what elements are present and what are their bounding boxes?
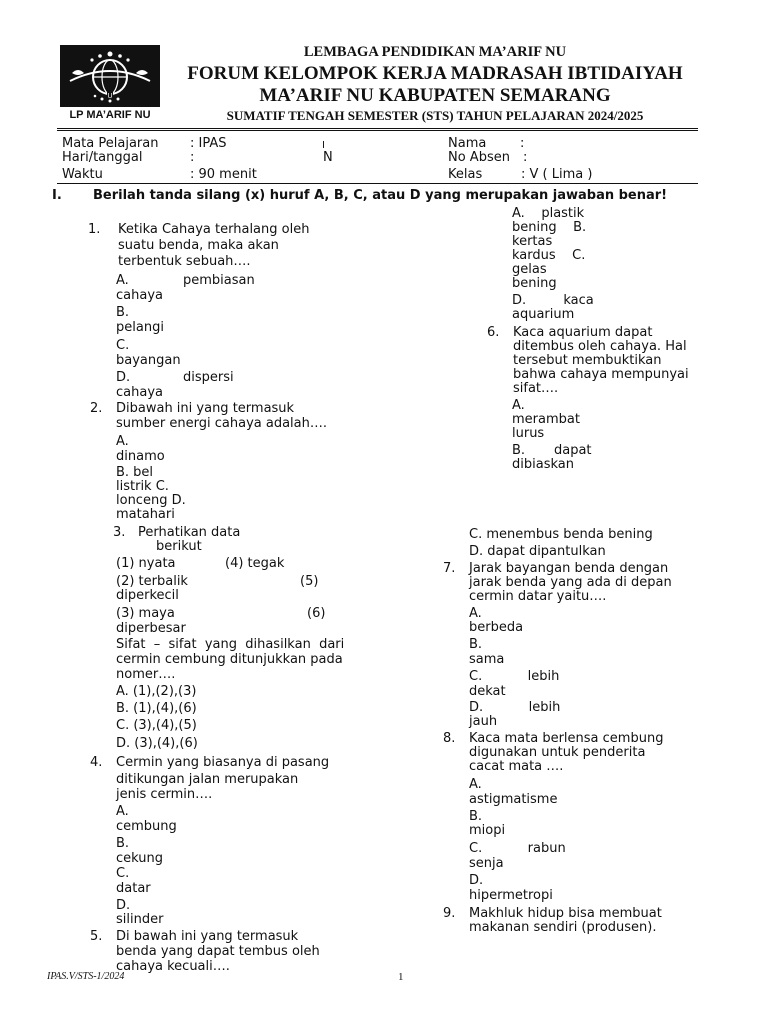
q7-option-c-text: dekat <box>469 684 506 699</box>
section-instruction: Berilah tanda silang (x) huruf A, B, C, atau D yang merupakan jawaban benar! <box>93 188 668 203</box>
q1-option-d-text: cahaya <box>116 385 163 400</box>
q5-text-line: benda yang dapat tembus oleh <box>116 944 320 959</box>
q8-option-d-letter[interactable]: D. <box>469 873 484 888</box>
info-divider <box>57 183 698 184</box>
q5-option-c-text: bening <box>512 276 557 291</box>
q8-option-b-text: miopi <box>469 823 506 838</box>
class-value: : V ( Lima ) <box>521 167 593 182</box>
institution-line: LEMBAGA PENDIDIKAN MA’ARIF NU <box>303 44 567 60</box>
q6-option-c[interactable]: C. menembus benda bening <box>469 527 653 542</box>
q9-text-line: makanan sendiri (produsen). <box>469 920 657 935</box>
q1-option-c-letter[interactable]: C. <box>116 338 130 353</box>
q4-number: 4. <box>90 755 103 770</box>
q9-number: 9. <box>443 906 456 921</box>
q1-text-line: terbentuk sebuah…. <box>118 254 251 269</box>
class-label: Kelas <box>448 167 483 182</box>
q3-text-line: Sifat – sifat yang dihasilkan dari <box>116 637 345 652</box>
q6-text-line: sifat…. <box>513 381 559 396</box>
time-value: : 90 menit <box>190 167 257 182</box>
q1-option-c-text: bayangan <box>116 353 181 368</box>
time-label: Waktu <box>62 167 103 182</box>
q4-option-b-letter[interactable]: B. <box>116 836 130 851</box>
q6-option-a-text: merambat <box>512 412 580 427</box>
q3-item-5: (5) <box>300 574 319 589</box>
name-label: Nama <box>448 136 487 151</box>
q2-number: 2. <box>90 401 103 416</box>
q2-option-c-text[interactable]: listrik C. <box>116 479 169 494</box>
q2-option-a-text: dinamo <box>116 449 165 464</box>
q5-option-b-text[interactable]: kardus C. <box>512 248 586 263</box>
q3-item-3: (3) maya <box>116 606 175 621</box>
q4-option-d-text: silinder <box>116 912 164 927</box>
q7-text-line: Jarak bayangan benda dengan <box>469 561 669 576</box>
q5-option-d-text: aquarium <box>512 307 575 322</box>
page-number: 1 <box>398 971 404 983</box>
q1-option-b-text: pelangi <box>116 320 164 335</box>
q3-item-4: (4) tegak <box>225 556 285 571</box>
q1-option-a-text: pembiasan <box>183 273 255 288</box>
q4-option-a-letter[interactable]: A. <box>116 804 129 819</box>
q7-option-c[interactable]: C. lebih <box>469 669 560 684</box>
q3-text-line: Perhatikan data <box>138 525 241 540</box>
name-value: : <box>520 136 525 151</box>
q3-item-6: (6) <box>307 606 326 621</box>
region-title: MA’ARIF NU KABUPATEN SEMARANG <box>259 85 611 106</box>
q5-number: 5. <box>90 929 103 944</box>
q7-option-b-text: sama <box>469 652 505 667</box>
info-mark-2: N <box>323 150 333 165</box>
absence-no-value: : <box>523 150 528 165</box>
q7-option-b-letter[interactable]: B. <box>469 637 483 652</box>
q2-option-a-letter[interactable]: A. <box>116 434 129 449</box>
q2-text-line: sumber energi cahaya adalah…. <box>116 416 327 431</box>
q1-option-a-letter[interactable]: A. <box>116 273 129 288</box>
subject-label: Mata Pelajaran <box>62 136 159 151</box>
absence-no-label: No Absen <box>448 150 510 165</box>
q3-item-6-text: diperbesar <box>116 621 186 636</box>
q4-option-b-text: cekung <box>116 851 164 866</box>
q3-item-1: (1) nyata <box>116 556 176 571</box>
header-divider <box>57 128 698 129</box>
q6-option-b-text: dibiaskan <box>512 457 574 472</box>
q1-option-d-letter[interactable]: D. <box>116 370 131 385</box>
q3-number: 3. <box>113 525 126 540</box>
q3-text-line: nomer…. <box>116 667 176 682</box>
q8-option-a-letter[interactable]: A. <box>469 777 482 792</box>
q8-option-d-text: hipermetropi <box>469 888 553 903</box>
q4-option-c-letter[interactable]: C. <box>116 866 130 881</box>
q8-option-c-text: senja <box>469 856 504 871</box>
q1-option-a-text: cahaya <box>116 288 163 303</box>
q6-text-line: Kaca aquarium dapat <box>513 325 653 340</box>
q3-item-5-text: diperkecil <box>116 588 179 603</box>
q8-text-line: digunakan untuk penderita <box>469 745 646 760</box>
q7-number: 7. <box>443 561 456 576</box>
q2-option-d-text: matahari <box>116 507 175 522</box>
q4-option-a-text: cembung <box>116 819 177 834</box>
q6-text-line: bahwa cahaya mempunyai <box>513 367 689 382</box>
q5-option-d[interactable]: D. kaca <box>512 293 594 308</box>
q8-option-b-letter[interactable]: B. <box>469 809 483 824</box>
date-value: : <box>190 150 195 165</box>
q5-text-line: Di bawah ini yang termasuk <box>116 929 299 944</box>
date-label: Hari/tanggal <box>62 150 143 165</box>
subject-value: : IPAS <box>190 136 227 151</box>
q5-option-a[interactable]: A. plastik <box>512 206 585 221</box>
svg-text:U: U <box>107 93 113 100</box>
q8-option-c[interactable]: C. rabun <box>469 841 566 856</box>
q5-option-b-text: kertas <box>512 234 553 249</box>
forum-title: FORUM KELOMPOK KERJA MADRASAH IBTIDAIYAH <box>187 63 683 84</box>
q1-text-line: Ketika Cahaya terhalang oleh <box>118 222 310 237</box>
q4-text-line: Cermin yang biasanya di pasang <box>116 755 330 770</box>
q7-option-d-text: jauh <box>469 714 498 729</box>
q3-option-d[interactable]: D. (3),(4),(6) <box>116 736 198 751</box>
q8-text-line: Kaca mata berlensa cembung <box>469 731 664 746</box>
q8-option-a-text: astigmatisme <box>469 792 558 807</box>
q4-text-line: jenis cermin…. <box>116 787 213 802</box>
q7-text-line: cermin datar yaitu…. <box>469 589 607 604</box>
q2-text-line: Dibawah ini yang termasuk <box>116 401 295 416</box>
logo-caption: LP MA’ARIF NU <box>60 107 160 123</box>
q1-option-d-text: dispersi <box>183 370 234 385</box>
q8-number: 8. <box>443 731 456 746</box>
q6-text-line: tersebut membuktikan <box>513 353 662 368</box>
q1-text-line: suatu benda, maka akan <box>118 238 279 253</box>
q3-text-line: berikut <box>156 539 202 554</box>
q7-option-a-letter[interactable]: A. <box>469 606 482 621</box>
q2-option-d-text[interactable]: lonceng D. <box>116 493 186 508</box>
q7-option-a-text: berbeda <box>469 620 524 635</box>
q4-text-line: ditikungan jalan merupakan <box>116 772 299 787</box>
q9-text-line: Makhluk hidup bisa membuat <box>469 906 662 921</box>
info-mark-1: I <box>322 140 325 151</box>
q3-option-c[interactable]: C. (3),(4),(5) <box>116 718 197 733</box>
q6-option-a-letter[interactable]: A. <box>512 398 525 413</box>
q4-option-d-letter[interactable]: D. <box>116 898 131 913</box>
q7-option-d[interactable]: D. lebih <box>469 700 561 715</box>
q5-text-line: cahaya kecuali…. <box>116 959 230 974</box>
footer-code: IPAS.V/STS-1/2024 <box>47 971 125 982</box>
q1-option-b-letter[interactable]: B. <box>116 305 130 320</box>
q3-item-2: (2) terbalik <box>116 574 188 589</box>
q2-option-b-text[interactable]: B. bel <box>116 465 154 480</box>
q6-option-a-text: lurus <box>512 426 545 441</box>
q5-option-c-text: gelas <box>512 262 547 277</box>
exam-title: SUMATIF TENGAH SEMESTER (STS) TAHUN PELAJARAN 2024/2025 <box>226 108 644 123</box>
q1-number: 1. <box>88 222 101 237</box>
q6-option-d[interactable]: D. dapat dipantulkan <box>469 544 606 559</box>
nu-globe-emblem-icon <box>60 45 160 107</box>
q3-option-a[interactable]: A. (1),(2),(3) <box>116 684 197 699</box>
q4-option-c-text: datar <box>116 881 151 896</box>
q6-number: 6. <box>487 325 500 340</box>
q8-text-line: cacat mata …. <box>469 759 564 774</box>
q3-text-line: cermin cembung ditunjukkan pada <box>116 652 343 667</box>
q6-option-b[interactable]: B. dapat <box>512 443 592 458</box>
section-number: I. <box>52 188 62 203</box>
q7-text-line: jarak benda yang ada di depan <box>469 575 672 590</box>
q6-text-line: ditembus oleh cahaya. Hal <box>513 339 687 354</box>
lp-maarif-nu-logo <box>60 45 160 123</box>
q3-option-b[interactable]: B. (1),(4),(6) <box>116 701 197 716</box>
q5-option-a-text[interactable]: bening B. <box>512 220 587 235</box>
header-divider-thin <box>57 130 698 131</box>
